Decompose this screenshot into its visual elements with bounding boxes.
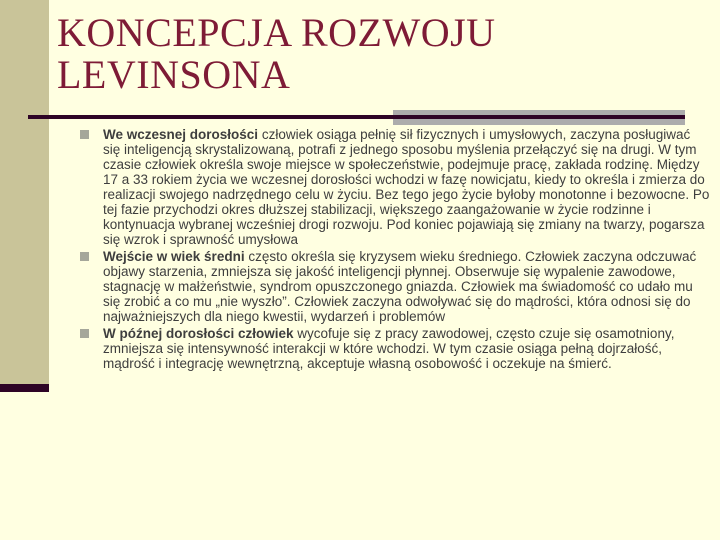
- bullet-item-late-adulthood: [80, 326, 710, 371]
- bullet-lead-bold: W późnej dorosłości człowiek: [103, 326, 294, 341]
- bullet-square-icon: [80, 130, 89, 139]
- bullet-text: [103, 127, 710, 247]
- bullet-square-icon: [80, 329, 89, 338]
- title-divider-line: [28, 115, 685, 119]
- bullet-body-text: człowiek osiąga pełnię sił fizycznych i umysłowych, zaczyna posługiwać się inteligencją skrystalizowaną, potrafi z jednego sposobu myślenia przełączyć się na drugi. W tym czasie człowiek określa swoje miejsce w społeczeństwie, podejmuje pracę, zakłada rodzinę. Między 17 a 33 rokiem życia we wczesnej dorosłości wchodzi w fazę nowicjatu, kiedy to określa i zmierza do realizacji swojego nadrzędnego celu w życiu. Bez tego jego życie byłoby monotonne i bezowocne. Po tej fazie przychodzi okres dłuższej stabilizacji, większego zaangażowanie w życie rodzinne i kontynuacja wybranej wcześniej drogi rozwoju. Pod koniec pojawiają się zmiany na twarzy, pogarsza się wzrok i sprawność umysłowa: [103, 127, 710, 247]
- bullet-lead-bold: We wczesnej dorosłości: [103, 127, 259, 142]
- bullet-lead-bold: Wejście w wiek średni: [103, 249, 245, 264]
- left-accent-bar: [0, 0, 49, 384]
- bullet-item-middle-age: [80, 249, 710, 324]
- bullet-square-icon: [80, 252, 89, 261]
- bullet-body-text: wycofuje się z pracy zawodowej, często czuje się osamotniony, zmniejsza się intensywność interakcji w które wchodzi. W tym czasie osiąga pełną dojrzałość, mądrość i integrację wewnętrzną, akceptuje własną osobowość i oczekuje na śmierć.: [103, 326, 675, 371]
- page-title: KONCEPCJA ROZWOJU LEVINSONA: [57, 10, 496, 98]
- bullet-item-early-adulthood: [80, 127, 710, 247]
- slide-body: [80, 127, 710, 373]
- left-accent-bar-cap: [0, 384, 49, 392]
- bullet-text: [103, 249, 710, 324]
- bullet-body-text: często określa się kryzysem wieku średniego. Człowiek zaczyna odczuwać objawy starzenia, zmniejsza się jakość inteligencji płynnej. Obserwuje się wypalenie zawodowe, stagnację w małżeństwie, syndrom opuszczonego gniazda. Człowiek ma świadomość co udało mu się zrobić a co mu „nie wyszło”. Człowiek zaczyna odwoływać się do mądrości, która odnosi się do najważniejszych dla niego kwestii, wydarzeń i problemów: [103, 249, 697, 324]
- bullet-text: [103, 326, 710, 371]
